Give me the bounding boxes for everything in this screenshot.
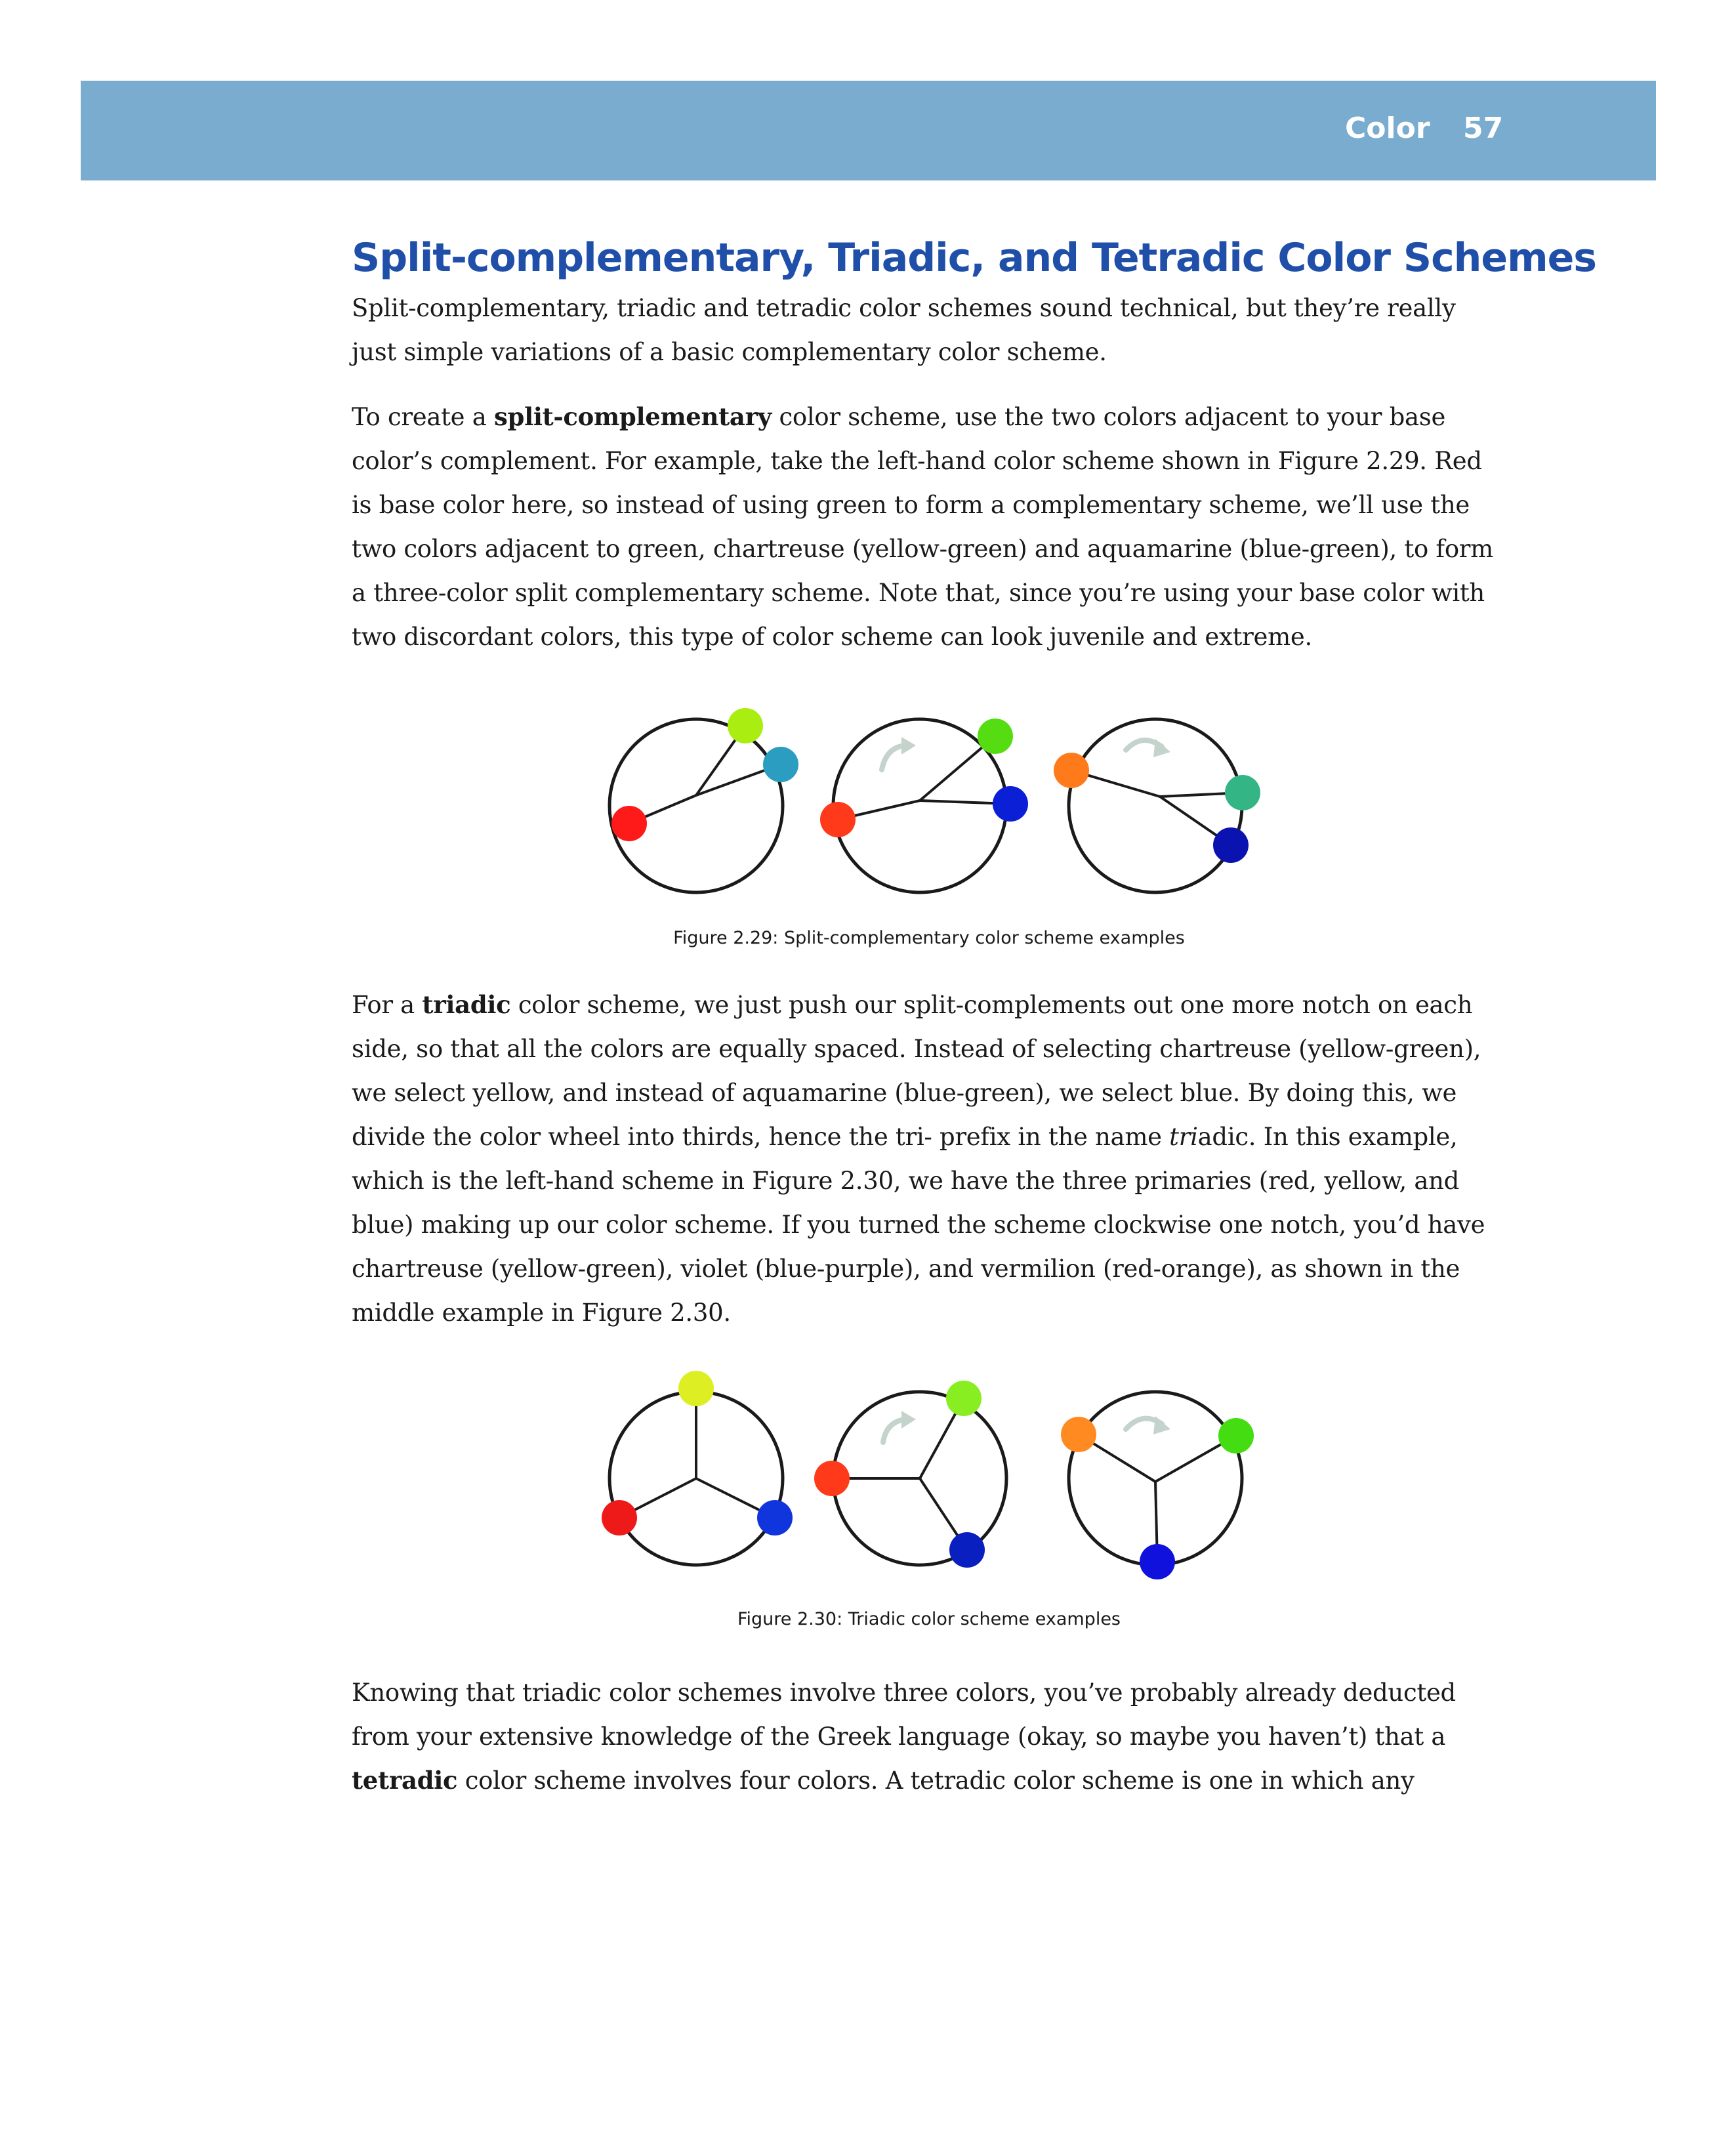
figure-2-29-caption: Figure 2.29: Split-complementary color scheme examples [673,928,1185,948]
text-run: color scheme, use the two colors adjacent to your base color’s complement. For example, take the left-hand color scheme shown in Figure 2.29. Red is base color here, so instead of using green to form a complementary scheme, we’ll use the two colors adjacent to green, chartreuse (yellow-green) and aquamarine (blue-green), to form a three-color split complementary scheme. Note that, since you’re using your base color with two discordant colors, this type of color scheme can look juvenile and extreme. [352,403,1493,651]
color-dot [993,786,1028,822]
figure-2-30-diagram [352,1370,1506,1580]
color-dot [728,708,763,743]
figure-2-29 [352,701,1506,951]
text-run: color scheme involves four colors. A tetradic color scheme is one in which any [457,1766,1415,1795]
color-dot [946,1381,982,1416]
wheel-circle [610,719,783,892]
color-dot [602,1500,637,1535]
color-dot [1140,1544,1175,1579]
color-dot [678,1371,714,1406]
section-title: Split-complementary, Triadic, and Tetradic Color Schemes [352,235,1597,281]
color-wheel-1 [610,708,798,892]
figure-2-30 [352,1370,1506,1633]
color-wheel-3 [1061,1392,1254,1579]
color-dot [949,1532,985,1568]
color-dot [763,747,798,782]
running-header-section: Color [1345,112,1430,145]
color-wheel-1 [602,1371,793,1565]
page-content [352,230,1597,1824]
figure-2-29-diagram [352,701,1506,898]
color-dot [1218,1418,1254,1453]
figure-2-30-caption: Figure 2.30: Triadic color scheme examples [737,1609,1121,1629]
term-split-complementary: split-complementary [493,402,772,431]
text-run: . In this example, which is the left-hand scheme in Figure 2.30, we have the three primaries (red, yellow, and blue) making up our color scheme. If you turned the scheme clockwise one notch, you’d have chartreuse (yellow-green), violet (blue-purple), and vermilion (red-orange), as shown in the middle example in Figure 2.30. [352,1123,1485,1327]
rotation-arrowhead-icon [901,737,916,755]
color-dot [1061,1417,1096,1452]
color-dot [978,719,1013,754]
color-dot [814,1461,850,1496]
color-dot [611,806,647,841]
color-wheel-2 [814,1381,1006,1568]
rotation-arrowhead-icon [1153,1416,1170,1434]
color-dot [757,1500,793,1535]
italic-prefix: tri [1169,1123,1198,1151]
paragraph-tetradic [352,1671,1506,1803]
text-run: For a [352,991,423,1019]
term-triadic: triadic [422,990,511,1019]
color-dot [820,802,856,837]
text-run: adic [1197,1123,1249,1151]
paragraph-split-complementary [352,395,1506,659]
paragraph-triadic [352,983,1506,1335]
text-run: color scheme, we just push our split-complements out one more notch on each side, so that all the colors are equally spaced. Instead of selecting chartreuse (yellow-green), we select yellow, and instead of aquamarine (blue-green), we select blue. By doing this, we divide the color wheel into thirds, hence the tri- prefix in the name [352,991,1481,1151]
rotation-arrowhead-icon [901,1411,916,1429]
paragraph-intro: Split-complementary, triadic and tetradic color schemes sound technical, but they’re really just simple variations of a basic complementary color scheme. [352,294,1456,366]
color-dot [1054,753,1089,788]
color-dot [1213,827,1249,863]
color-dot [1225,775,1260,810]
term-tetradic: tetradic [352,1766,458,1795]
color-wheel-3 [1054,719,1260,892]
rotation-arrowhead-icon [1153,739,1170,757]
color-wheel-2 [820,719,1028,892]
text-run: To create a [352,403,494,431]
text-run: Knowing that triadic color schemes involve three colors, you’ve probably already deducted from your extensive knowledge of the Greek language (okay, so maybe you haven’t) that a [352,1679,1456,1751]
page-number: 57 [1463,112,1504,145]
